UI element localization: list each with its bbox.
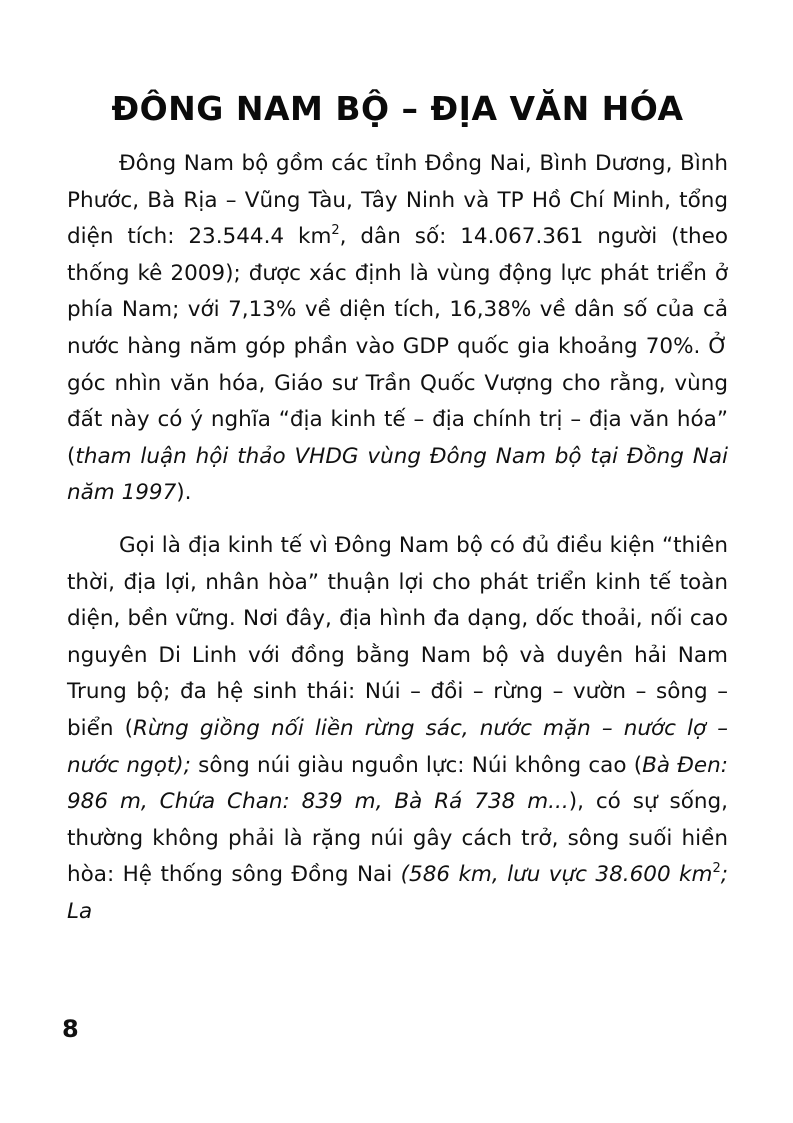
paragraph-intro-text-1: Đông Nam bộ gồm các tỉnh Đồng Nai, Bình Dương, Bình Phước, Bà Rịa – Vũng Tàu, Tây Ninh và TP Hồ Chí Minh, tổng diện tích: 23.544.4 km [67,151,728,250]
superscript-2-river: 2 [712,861,721,877]
river-italic-tail: ; La [67,862,728,924]
page-title: ĐÔNG NAM BỘ – ĐỊA VĂN HÓA [111,89,684,128]
page-content [67,84,728,930]
page-number: 8 [62,1015,79,1043]
paragraph-intro-text-2: , dân số: 14.067.361 người (theo thống kê 2009); được xác định là vùng động lực phát triển ở phía Nam; với 7,13% về diện tích, 16,38% về dân số của cả nước hàng năm góp phần vào GDP quốc gia khoảng 70%. Ở góc nhìn văn hóa, Giáo sư Trần Quốc Vượng cho rằng, vùng đất này có ý nghĩa “địa kinh tế – địa chính trị – địa văn hóa” ( [67,224,728,469]
paragraph-intro [67,146,728,512]
mountains-italic: Bà Đen: 986 m, Chứa Chan: 839 m, Bà Rá 738 m... [67,752,728,815]
paragraph-intro-text-3: ). [176,480,192,506]
citation-italic: tham luận hội thảo VHDG vùng Đông Nam bộ tại Đồng Nai năm 1997 [67,443,728,506]
paragraph-economy-text-2: sông núi giàu nguồn lực: Núi không cao ( [190,752,643,778]
paragraph-economy-text-3: ), có sự sống, thường không phải là rặng núi gây cách trở, sông suối hiền hòa: Hệ thống sông Đồng Nai [67,789,728,888]
ecosystem-italic: Rừng giồng nối liền rừng sác, nước mặn – nước lợ – nước ngọt); [67,715,729,778]
paragraph-economy-text-1: Gọi là địa kinh tế vì Đông Nam bộ có đủ điều kiện “thiên thời, địa lợi, nhân hòa” thuận lợi cho phát triển kinh tế toàn diện, bền vững. Nơi đây, địa hình đa dạng, dốc thoải, nối cao nguyên Di Linh với đồng bằng Nam bộ và duyên hải Nam Trung bộ; đa hệ sinh thái: Núi – đồi – rừng – vườn – sông – biển ( [67,532,728,741]
river-italic: (586 km, lưu vực 38.600 km [400,862,713,888]
superscript-2: 2 [331,223,340,239]
paragraph-economy [67,528,728,931]
